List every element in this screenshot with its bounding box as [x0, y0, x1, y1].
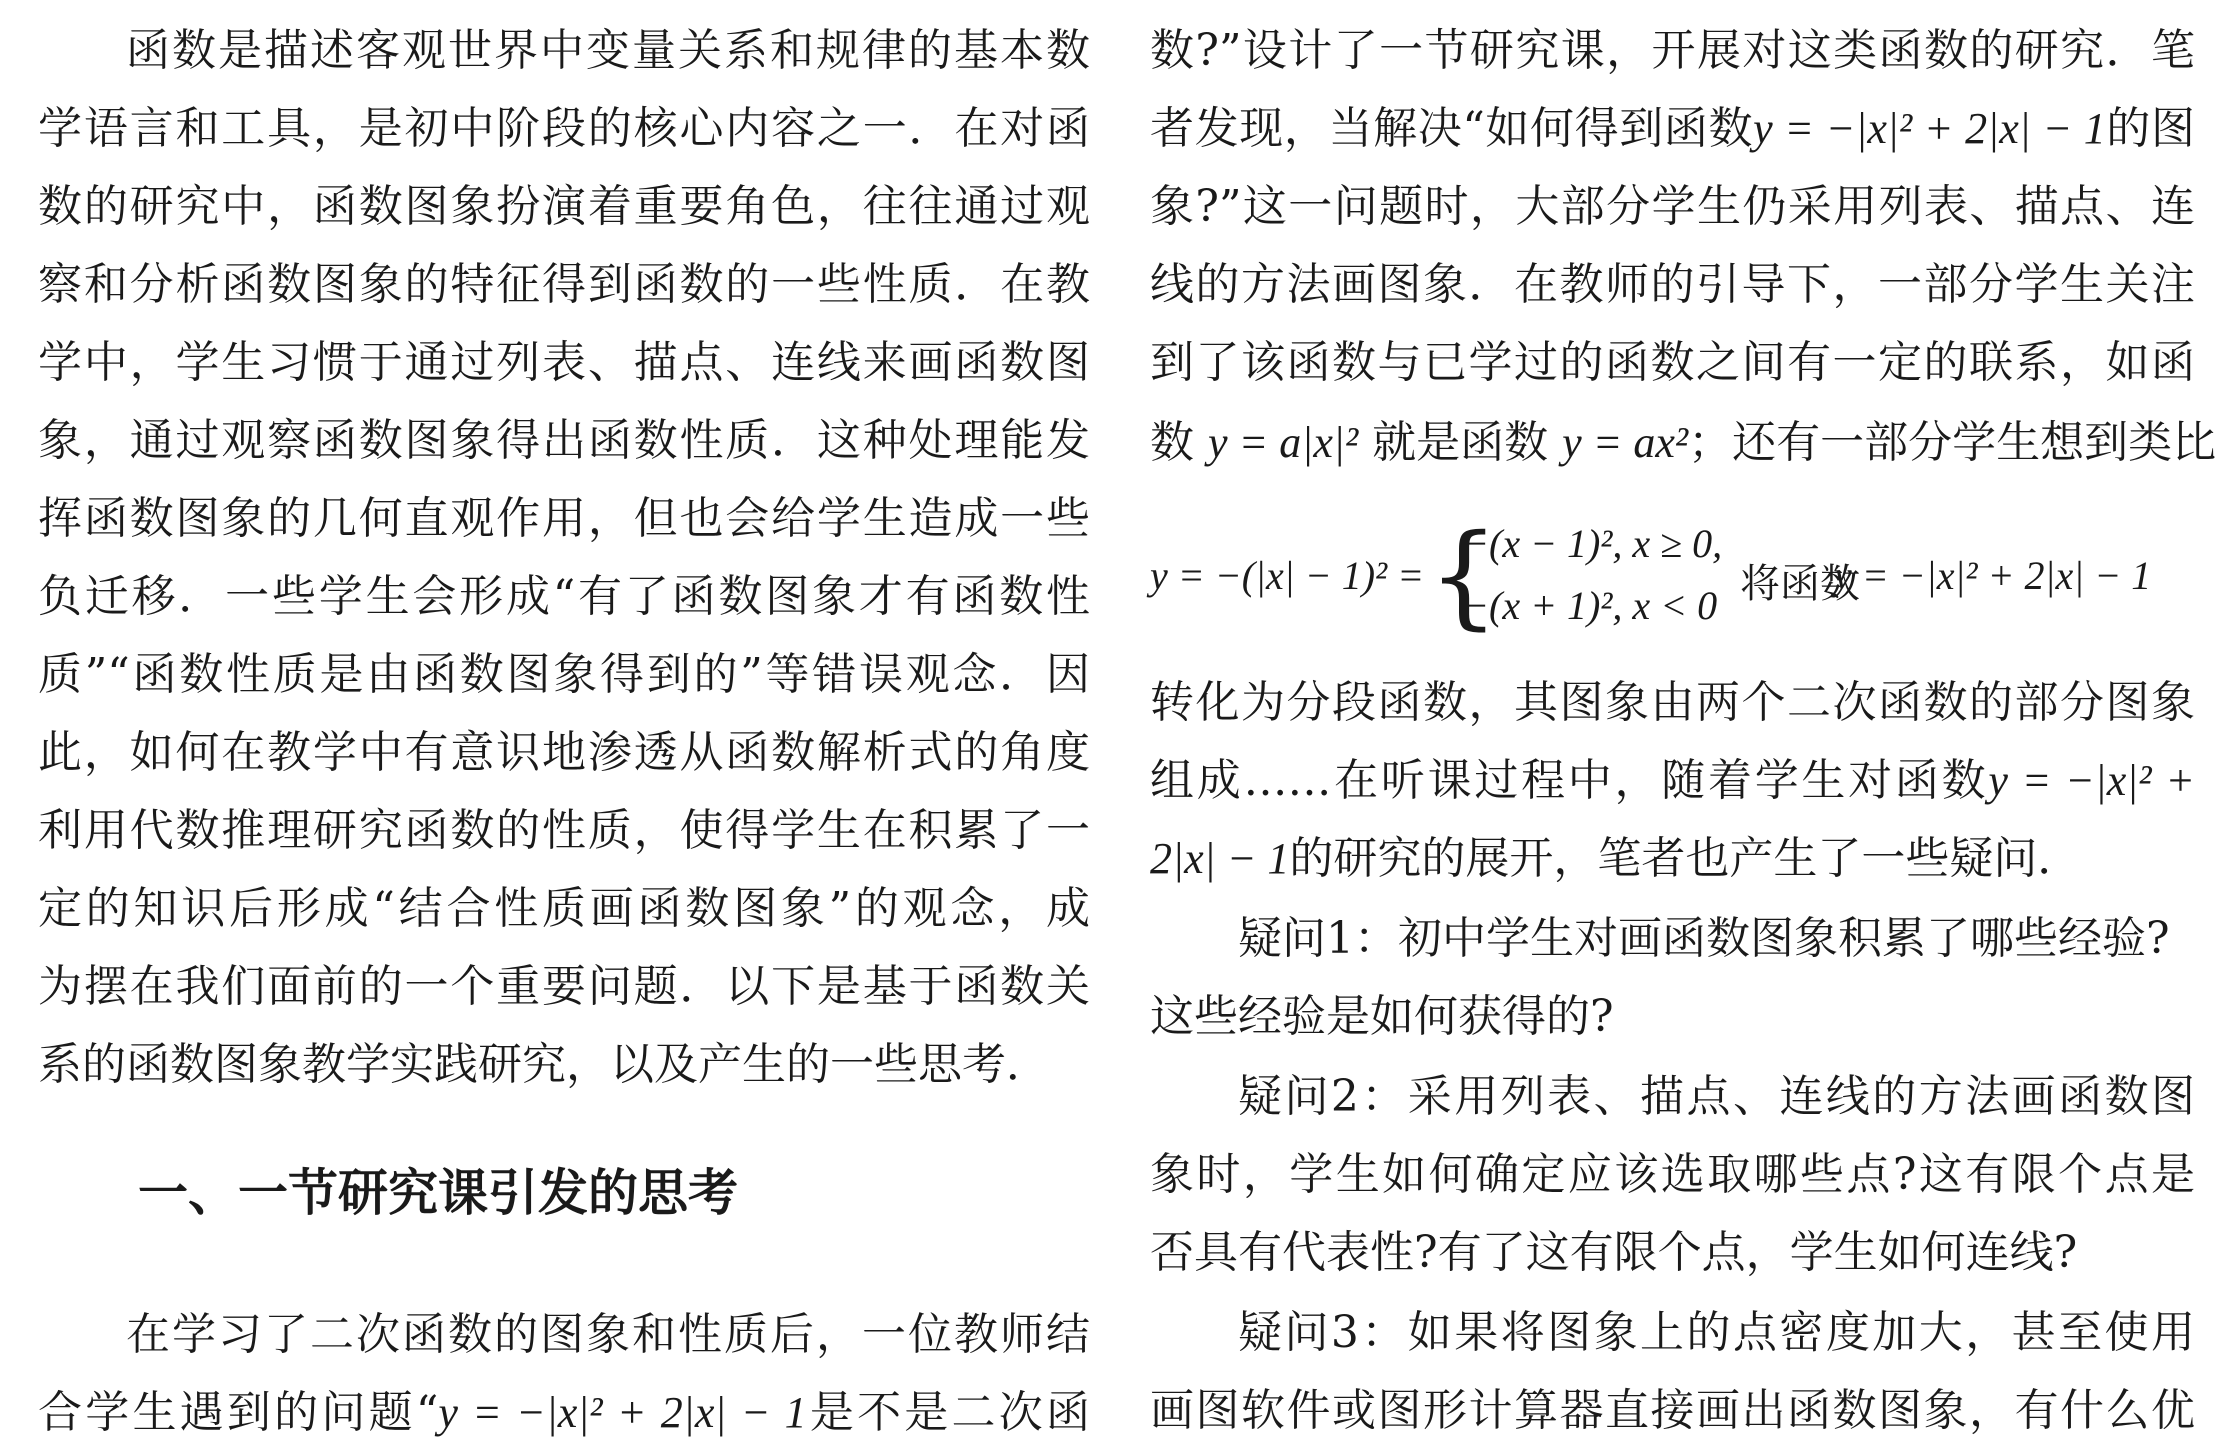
- formula-tail-text: 将函数: [1740, 561, 1860, 607]
- intro-line: 函数是描述客观世界中变量关系和规律的基本数: [126, 25, 1090, 76]
- body-line: 到了该函数与已学过的函数之间有一定的联系，如函: [1150, 337, 2195, 388]
- question-line: 否具有代表性?有了这有限个点，学生如何连线?: [1150, 1227, 2078, 1278]
- question-line: 疑问3：如果将图象上的点密度加大，甚至使用: [1238, 1307, 2195, 1358]
- intro-line: 系的函数图象教学实践研究，以及产生的一些思考．: [38, 1039, 1050, 1090]
- inline-math: y = −|x|² + 2|x| − 1: [1834, 553, 2152, 598]
- formula-case-1: −(x − 1)², x ≥ 0,: [1462, 521, 1723, 566]
- question-line: 这些经验是如何获得的?: [1150, 991, 1614, 1042]
- question-line: 疑问2：采用列表、描点、连线的方法画函数图: [1238, 1071, 2195, 1122]
- intro-line: 挥函数图象的几何直观作用，但也会给学生造成一些: [38, 493, 1090, 544]
- inline-math: y = −|x|² + 2|x| − 1: [1753, 104, 2106, 153]
- inline-math: y = a|x|²: [1208, 418, 1359, 467]
- intro-line: 学中，学生习惯于通过列表、描点、连线来画函数图: [38, 337, 1090, 388]
- intro-line: 质”“函数性质是由函数图象得到的”等错误观念．因: [38, 649, 1090, 700]
- inline-math: y = −|x|² +: [1988, 756, 2196, 805]
- para2-line: 合学生遇到的问题“y = −|x|² + 2|x| − 1是不是二次函: [38, 1387, 1090, 1438]
- question-line: 象时，学生如何确定应该选取哪些点?这有限个点是: [1150, 1149, 2195, 1200]
- section-heading: 一、一节研究课引发的思考: [138, 1164, 738, 1222]
- body-line: 者发现，当解决“如何得到函数y = −|x|² + 2|x| − 1的图: [1150, 103, 2195, 154]
- body-line: 转化为分段函数，其图象由两个二次函数的部分图象: [1150, 677, 2195, 728]
- body-line: 线的方法画图象．在教师的引导下，一部分学生关注: [1150, 259, 2195, 310]
- inline-math: y = ax²: [1562, 418, 1689, 467]
- intro-line: 此，如何在教学中有意识地渗透从函数解析式的角度: [38, 727, 1090, 778]
- intro-line: 察和分析函数图象的特征得到函数的一些性质．在教: [38, 259, 1090, 310]
- intro-line: 学语言和工具，是初中阶段的核心内容之一．在对函: [38, 103, 1090, 154]
- piecewise-formula: [1150, 511, 2195, 641]
- intro-line: 数的研究中，函数图象扮演着重要角色，往往通过观: [38, 181, 1090, 232]
- body-line: 象?”这一问题时，大部分学生仍采用列表、描点、连: [1150, 181, 2195, 232]
- intro-line: 象，通过观察函数图象得出函数性质．这种处理能发: [38, 415, 1090, 466]
- question-line: 画图软件或图形计算器直接画出函数图象，有什么优: [1150, 1385, 2195, 1436]
- body-line: 组成……在听课过程中，随着学生对函数y = −|x|² +: [1150, 755, 2196, 806]
- inline-math: 2|x| − 1: [1150, 834, 1290, 883]
- body-line: 2|x| − 1的研究的展开，笔者也产生了一些疑问．: [1150, 833, 2082, 884]
- question-line: 疑问1：初中学生对画函数图象积累了哪些经验?: [1238, 913, 2170, 964]
- intro-line: 定的知识后形成“结合性质画函数图象”的观念，成: [38, 883, 1090, 934]
- body-line: 数 y = a|x|² 就是函数 y = ax²；还有一部分学生想到类比: [1150, 417, 2217, 468]
- left-brace: {: [1428, 511, 1500, 641]
- para2-line: 在学习了二次函数的图象和性质后，一位教师结: [126, 1309, 1090, 1360]
- inline-math: y = −|x|² + 2|x| − 1: [438, 1388, 807, 1437]
- formula-lhs: y = −(|x| − 1)² =: [1150, 553, 1425, 598]
- intro-line: 利用代数推理研究函数的性质，使得学生在积累了一: [38, 805, 1090, 856]
- formula-case-2: −(x + 1)², x < 0: [1462, 583, 1718, 628]
- intro-line: 为摆在我们面前的一个重要问题．以下是基于函数关: [38, 961, 1090, 1012]
- body-line: 数?”设计了一节研究课，开展对这类函数的研究．笔: [1150, 25, 2195, 76]
- intro-line: 负迁移．一些学生会形成“有了函数图象才有函数性: [38, 571, 1090, 622]
